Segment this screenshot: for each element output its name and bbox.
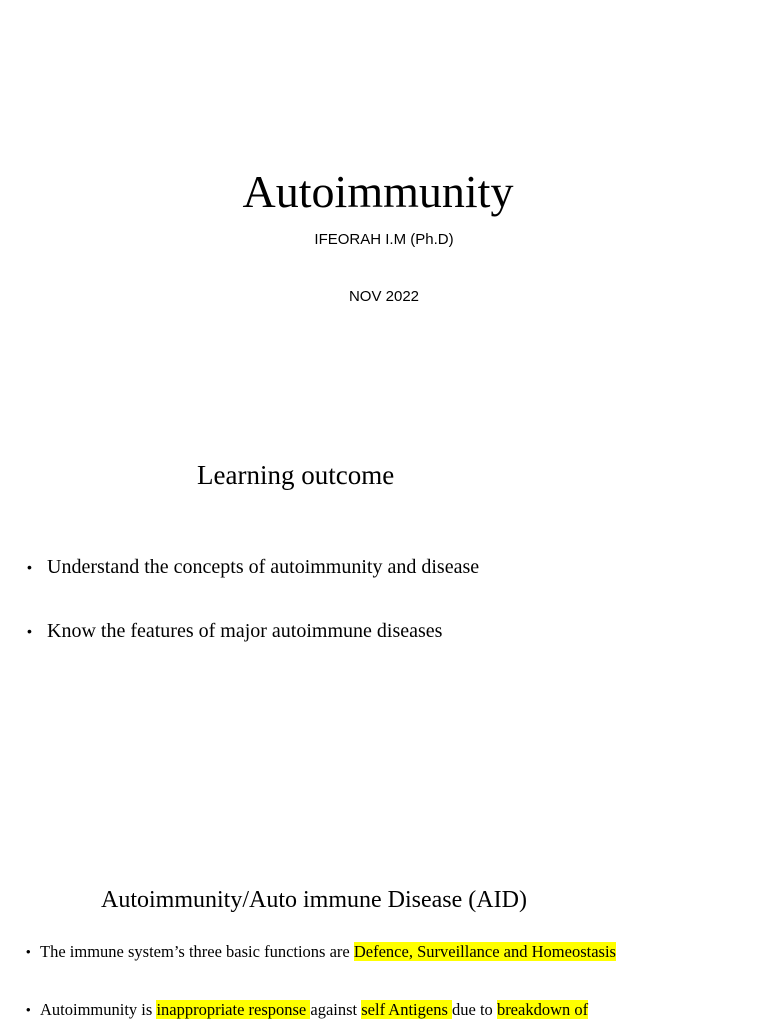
list-item-text: Know the features of major autoimmune diseases	[47, 620, 443, 642]
list-item	[26, 999, 616, 1021]
date-line: NOV 2022	[348, 288, 420, 305]
list-item	[27, 618, 479, 644]
list-item	[27, 554, 479, 580]
aid-list	[26, 941, 616, 1024]
list-item-text: due to	[452, 1000, 497, 1019]
list-item-text: Understand the concepts of autoimmunity and disease	[47, 556, 480, 578]
list-item-text: Autoimmunity is	[40, 1000, 157, 1019]
bullet-icon: •	[26, 944, 31, 959]
slide-title: Autoimmunity	[242, 166, 514, 217]
bullet-icon: •	[27, 559, 32, 575]
bullet-icon: •	[26, 1002, 31, 1017]
title-slide	[0, 0, 768, 432]
highlighted-text: Defence, Surveillance and Homeostasis	[353, 942, 616, 961]
list-item	[26, 941, 616, 963]
highlighted-text: inappropriate response	[156, 1000, 311, 1019]
highlighted-text: self Antigens	[361, 1000, 453, 1019]
outcome-list	[27, 554, 479, 682]
aid-slide	[0, 864, 768, 1024]
highlighted-text: breakdown of	[496, 1000, 589, 1019]
slide-heading: Autoimmunity/Auto immune Disease (AID)	[101, 887, 527, 913]
list-item-text: against	[310, 1000, 362, 1019]
list-item-text: The immune system’s three basic functions are	[40, 942, 354, 961]
author-line: IFEORAH I.M (Ph.D)	[314, 231, 454, 248]
bullet-icon: •	[27, 623, 32, 639]
learning-outcome-slide	[0, 432, 768, 864]
slide-heading: Learning outcome	[197, 460, 395, 490]
